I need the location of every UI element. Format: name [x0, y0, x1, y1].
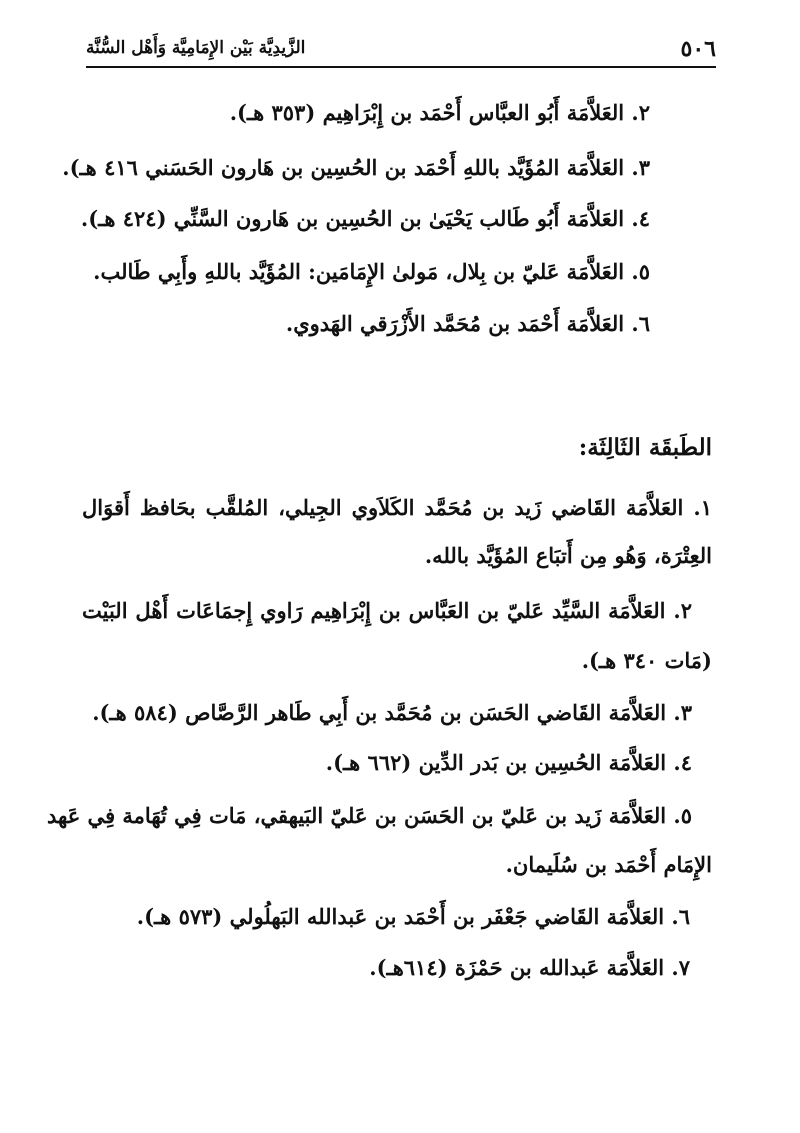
list-item: ٤. العَلاَّمَة أَبُو طَالب يَحْيَىٰ بن الحُسِين بن هَارون السَّنِّي (٤٢٤ هـ).: [80, 206, 650, 231]
list-item: ٥. العَلاَّمَة عَليّ بن بِلال، مَولىٰ الإِمَامَين: المُؤَيَّد باللهِ وأَبِي طَالب.: [93, 259, 650, 284]
list-item-line: ٥. العَلاَّمَة زَيد بن عَليّ بن الحَسَن بن عَليّ البَيهقي، مَات فِي تُهَامة فِي عَهد: [47, 803, 692, 828]
running-title: الزَّيدِيَّة بَيْن الإِمَامِيَّة وَأَهْل السُّنَّة: [86, 38, 306, 58]
list-item: ٣. العَلاَّمَة المُؤَيَّد باللهِ أَحْمَد بن الحُسِين بن هَارون الحَسَني ٤١٦ هـ).: [62, 155, 650, 180]
list-item-line: (مَات ٣٤٠ هـ).: [581, 648, 712, 673]
list-item-line: ٢. العَلاَّمَة السَّيِّد عَليّ بن العَبَّاس بن إِبْرَاهِيم رَاوي إِجمَاعَات أَهْل البَيْت: [82, 598, 692, 623]
list-item: ٦. العَلاَّمَة أَحْمَد بن مُحَمَّد الأَزْرَقي الهَدوي.: [285, 311, 650, 336]
list-item: ٢. العَلاَّمَة أَبُو العبَّاس أَحْمَد بن إِبْرَاهِيم (٣٥٣ هـ).: [229, 100, 650, 125]
list-item: ٦. العَلاَّمَة القَاضي جَعْفَر بن أَحْمَد بن عَبدالله البَهلُولي (٥٧٣ هـ).: [136, 904, 690, 929]
list-item: ٧. العَلاَّمَة عَبدالله بن حَمْزَة (٦١٤هـ).: [369, 955, 690, 980]
list-item-line: الإِمَام أَحْمَد بن سُلَيمان.: [505, 852, 712, 877]
list-item-line: ١. العَلاَّمَة القَاضي زَيد بن مُحَمَّد الكَلاَوي الجِيلي، المُلقَّب بحَافظ أَقوَال: [82, 495, 712, 520]
list-item: ٣. العَلاَّمَة القَاضي الحَسَن بن مُحَمَّد بن أَبِي طَاهر الرَّصَّاص (٥٨٤ هـ).: [92, 700, 692, 725]
list-item-line: العِتْرَة، وَهُو مِن أَتبَاع المُؤَيَّد بالله.: [424, 543, 712, 568]
page-number: ٥٠٦: [680, 36, 716, 62]
section-heading: الطَبقَة الثَالِثَة:: [578, 434, 712, 461]
list-item: ٤. العَلاَّمَة الحُسِين بن بَدر الدِّين (٦٦٢ هـ).: [325, 750, 692, 775]
